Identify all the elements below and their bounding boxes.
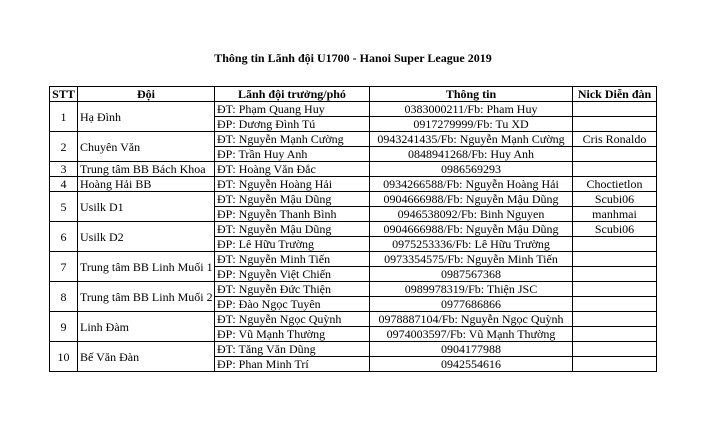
cell-nick xyxy=(573,297,657,312)
cell-info: 0917279999/Fb: Tu XD xyxy=(370,117,573,132)
cell-stt: 10 xyxy=(50,342,78,372)
cell-info: 0989978319/Fb: Thiện JSC xyxy=(370,282,573,297)
cell-info: 0973354575/Fb: Nguyễn Minh Tiến xyxy=(370,252,573,267)
cell-stt: 2 xyxy=(50,132,78,162)
cell-nick: Cris Ronaldo xyxy=(573,132,657,147)
cell-stt: 8 xyxy=(50,282,78,312)
cell-nick: Scubi06 xyxy=(573,222,657,237)
cell-leader: ĐT: Nguyễn Hoàng Hải xyxy=(215,177,370,192)
cell-team: Trung tâm BB Linh Muối 2 xyxy=(78,282,215,312)
cell-stt: 6 xyxy=(50,222,78,252)
cell-info: 0986569293 xyxy=(370,162,573,177)
cell-team: Usilk D2 xyxy=(78,222,215,252)
cell-nick xyxy=(573,102,657,117)
cell-leader: ĐP: Phan Minh Trí xyxy=(215,357,370,372)
table-header-row xyxy=(50,87,657,102)
cell-info: 0904666988/Fb: Nguyễn Mậu Dũng xyxy=(370,192,573,207)
cell-nick xyxy=(573,252,657,267)
cell-info: 0904177988 xyxy=(370,342,573,357)
header-nick: Nick Diễn đàn xyxy=(573,87,657,102)
cell-stt: 4 xyxy=(50,177,78,192)
cell-nick xyxy=(573,342,657,357)
cell-leader: ĐP: Vũ Mạnh Thường xyxy=(215,327,370,342)
cell-nick xyxy=(573,312,657,327)
cell-nick: Choctietlon xyxy=(573,177,657,192)
cell-leader: ĐP: Đào Ngọc Tuyên xyxy=(215,297,370,312)
cell-nick xyxy=(573,267,657,282)
table-row xyxy=(50,342,657,357)
cell-info: 0383000211/Fb: Pham Huy xyxy=(370,102,573,117)
cell-info: 0934266588/Fb: Nguyễn Hoàng Hải xyxy=(370,177,573,192)
table-row xyxy=(50,192,657,207)
cell-leader: ĐT: Nguyễn Mậu Dũng xyxy=(215,192,370,207)
cell-leader: ĐT: Hoàng Văn Đắc xyxy=(215,162,370,177)
cell-info: 0975253336/Fb: Lê Hữu Trường xyxy=(370,237,573,252)
table-row xyxy=(50,252,657,267)
cell-leader: ĐT: Nguyễn Mạnh Cường xyxy=(215,132,370,147)
cell-info: 0943241435/Fb: Nguyễn Mạnh Cường xyxy=(370,132,573,147)
header-info: Thông tin xyxy=(370,87,573,102)
cell-leader: ĐP: Nguyễn Việt Chiến xyxy=(215,267,370,282)
cell-leader: ĐP: Dương Đình Tú xyxy=(215,117,370,132)
cell-team: Linh Đàm xyxy=(78,312,215,342)
leaders-table xyxy=(49,86,657,372)
cell-team: Trung tâm BB Linh Muối 1 xyxy=(78,252,215,282)
cell-info: 0974003597/Fb: Vũ Mạnh Thường xyxy=(370,327,573,342)
cell-stt: 9 xyxy=(50,312,78,342)
cell-nick xyxy=(573,327,657,342)
cell-leader: ĐT: Nguyễn Mậu Dũng xyxy=(215,222,370,237)
cell-leader: ĐP: Nguyễn Thanh Bình xyxy=(215,207,370,222)
table-row xyxy=(50,102,657,117)
cell-nick xyxy=(573,237,657,252)
cell-info: 0946538092/Fb: Binh Nguyen xyxy=(370,207,573,222)
cell-team: Usilk D1 xyxy=(78,192,215,222)
cell-info: 0904666988/Fb: Nguyễn Mậu Dũng xyxy=(370,222,573,237)
cell-info: 0987567368 xyxy=(370,267,573,282)
cell-leader: ĐT: Phạm Quang Huy xyxy=(215,102,370,117)
cell-team: Hạ Đình xyxy=(78,102,215,132)
table-row xyxy=(50,177,657,192)
header-stt: STT xyxy=(50,87,78,102)
header-leaders: Lãnh đội trưởng/phó xyxy=(215,87,370,102)
cell-nick xyxy=(573,357,657,372)
cell-leader: ĐT: Nguyễn Minh Tiến xyxy=(215,252,370,267)
table-row xyxy=(50,132,657,147)
cell-nick: Scubi06 xyxy=(573,192,657,207)
cell-leader: ĐP: Lê Hữu Trường xyxy=(215,237,370,252)
table-row xyxy=(50,282,657,297)
table-body xyxy=(50,102,657,372)
cell-leader: ĐT: Nguyễn Đức Thiện xyxy=(215,282,370,297)
header-team: Đội xyxy=(78,87,215,102)
table-row xyxy=(50,162,657,177)
cell-team: Chuyên Văn xyxy=(78,132,215,162)
cell-info: 0848941268/Fb: Huy Anh xyxy=(370,147,573,162)
cell-team: Trung tâm BB Bách Khoa xyxy=(78,162,215,177)
cell-info: 0977686866 xyxy=(370,297,573,312)
cell-leader: ĐP: Trần Huy Anh xyxy=(215,147,370,162)
cell-leader: ĐT: Nguyễn Ngọc Quỳnh xyxy=(215,312,370,327)
cell-nick: manhmai xyxy=(573,207,657,222)
cell-info: 0942554616 xyxy=(370,357,573,372)
cell-stt: 7 xyxy=(50,252,78,282)
cell-nick xyxy=(573,282,657,297)
table-row xyxy=(50,312,657,327)
cell-stt: 5 xyxy=(50,192,78,222)
cell-info: 0978887104/Fb: Nguyễn Ngọc Quỳnh xyxy=(370,312,573,327)
cell-leader: ĐT: Tăng Văn Dũng xyxy=(215,342,370,357)
cell-team: Hoàng Hải BB xyxy=(78,177,215,192)
table-row xyxy=(50,222,657,237)
cell-team: Bế Văn Đàn xyxy=(78,342,215,372)
cell-nick xyxy=(573,147,657,162)
cell-stt: 3 xyxy=(50,162,78,177)
cell-nick xyxy=(573,117,657,132)
document-title: Thông tin Lãnh đội U1700 - Hanoi Super League 2019 xyxy=(214,51,492,65)
cell-stt: 1 xyxy=(50,102,78,132)
cell-nick xyxy=(573,162,657,177)
